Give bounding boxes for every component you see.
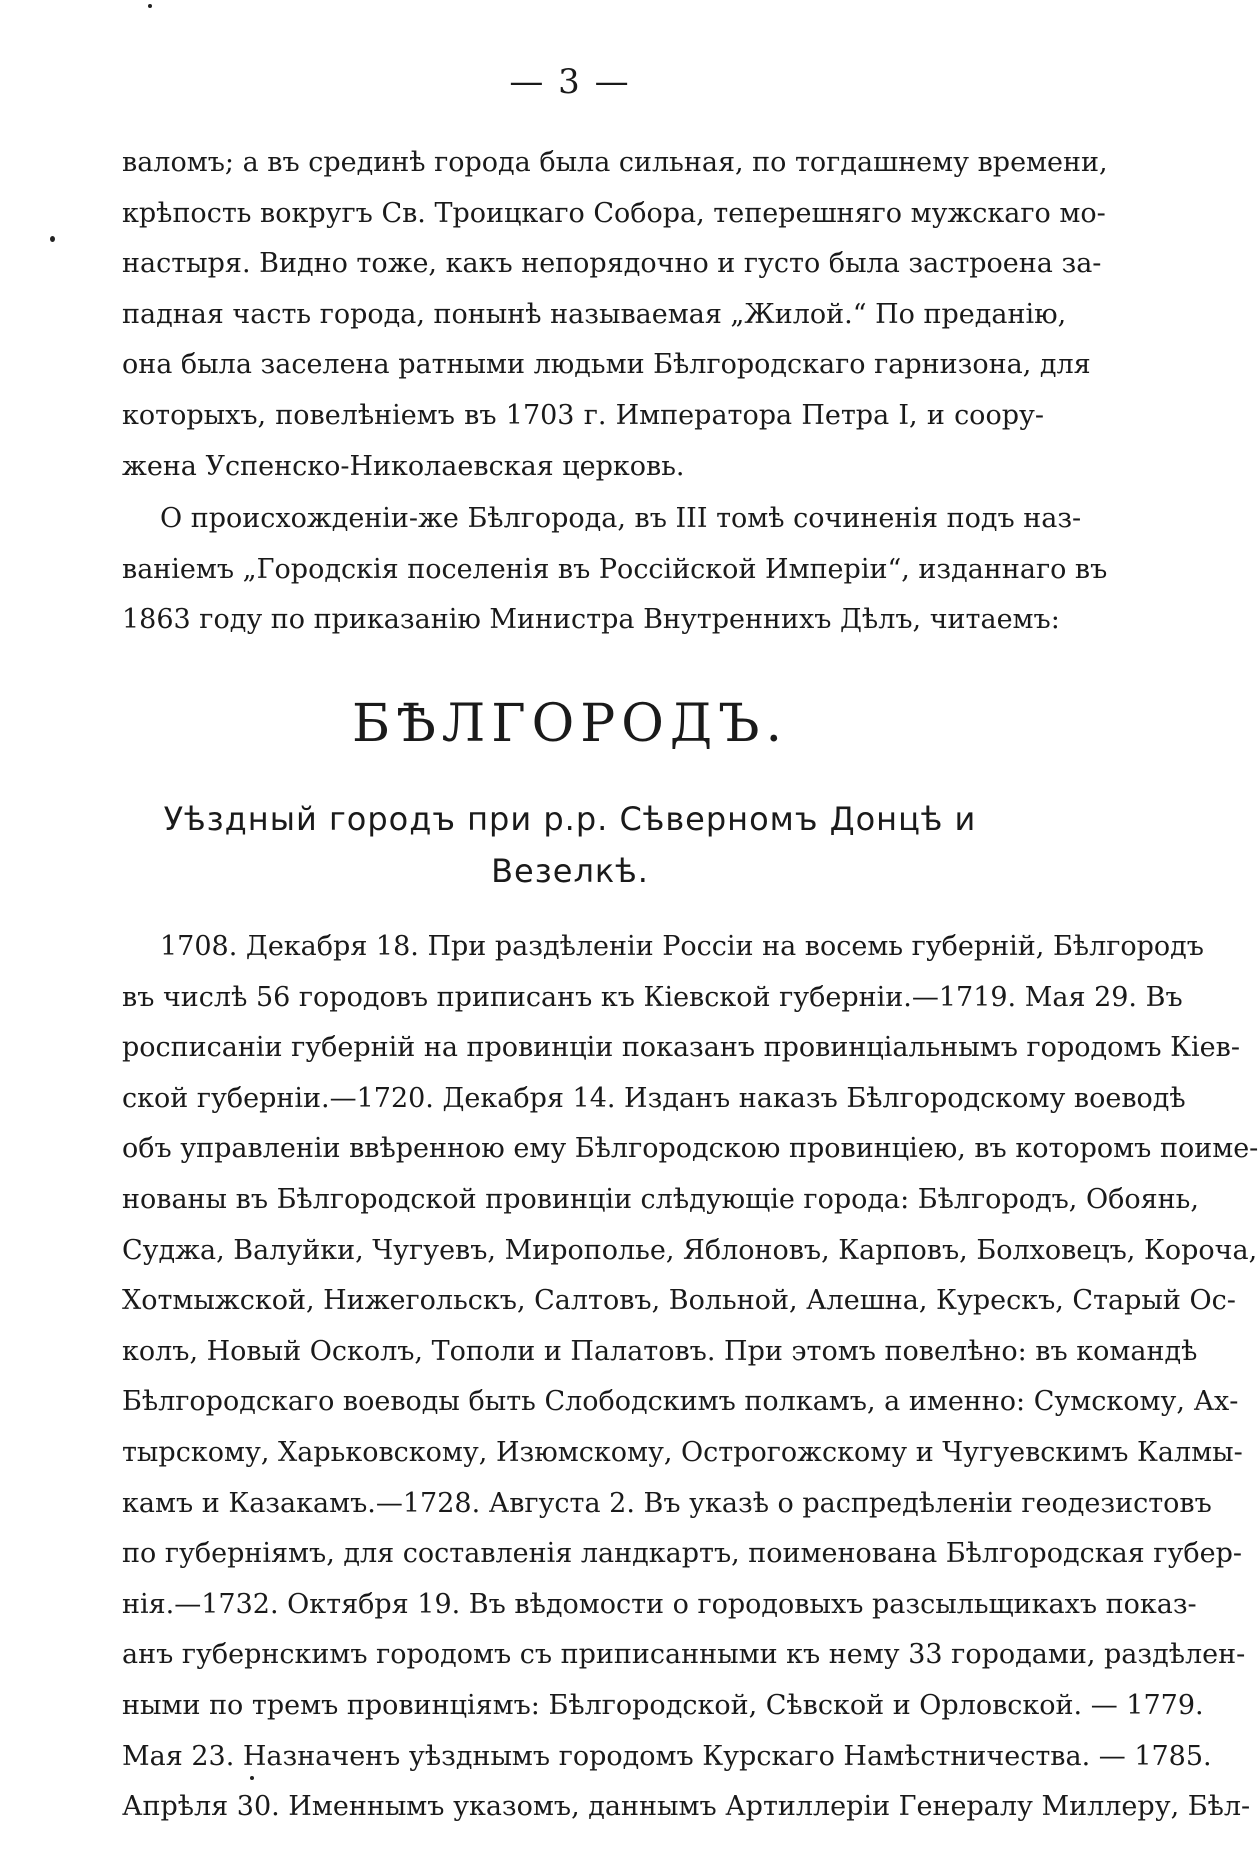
- text-line: нія.—1732. Октября 19. Въ вѣдомости о городовыхъ разсыльщикахъ показ-: [122, 1588, 1197, 1620]
- text-line: камъ и Казакамъ.—1728. Августа 2. Въ указѣ о распредѣленіи геодезистовъ: [122, 1487, 1212, 1519]
- paragraph-2: [122, 494, 1108, 646]
- ink-speck: [50, 236, 55, 242]
- text-line: О происхожденіи-же Бѣлгорода, въ III томѣ сочиненія подъ наз-: [160, 503, 1082, 534]
- text-line: которыхъ, повелѣніемъ въ 1703 г. Императора Петра I, и соору-: [122, 399, 1044, 431]
- text-line: анъ губернскимъ городомъ съ приписанными къ нему 33 городами, раздѣлен-: [122, 1639, 1246, 1671]
- paragraph-1: [122, 138, 1108, 492]
- text-line: колъ, Новый Осколъ, Тополи и Палатовъ. При этомъ повелѣно: въ командѣ: [122, 1335, 1198, 1367]
- text-line: ными по тремъ провинціямъ: Бѣлгородской, Сѣвской и Орловской. — 1779.: [122, 1689, 1204, 1721]
- text-line: падная часть города, понынѣ называемая „Жилой.“ По преданію,: [122, 298, 1067, 330]
- subtitle-line-2: Везелкѣ.: [491, 852, 649, 890]
- text-line: Бѣлгородскаго воеводы быть Слободскимъ полкамъ, а именно: Сумскому, Ах-: [122, 1386, 1239, 1418]
- text-line: Апрѣля 30. Именнымъ указомъ, даннымъ Артиллеріи Генералу Миллеру, Бѣл-: [122, 1791, 1251, 1823]
- text-line: 1708. Декабря 18. При раздѣленіи Россіи на восемь губерній, Бѣлгородъ: [160, 931, 1204, 962]
- text-line: ваніемъ „Городскія поселенія въ Россійской Имперіи“, изданнаго въ: [122, 553, 1108, 585]
- subtitle-line-1: Уѣздный городъ при р.р. Сѣверномъ Донцѣ и: [163, 800, 977, 838]
- text-line: нованы въ Бѣлгородской провинціи слѣдующіе города: Бѣлгородъ, Обоянь,: [122, 1183, 1199, 1215]
- text-line: объ управленіи ввѣренною ему Бѣлгородскою провинціею, въ которомъ поиме-: [122, 1133, 1258, 1165]
- ink-speck: [148, 4, 152, 8]
- text-line: Суджа, Валуйки, Чугуевъ, Мирополье, Яблоновъ, Карповъ, Болховецъ, Короча,: [122, 1234, 1258, 1266]
- paragraph-3: [122, 922, 1258, 1833]
- text-line: настыря. Видно тоже, какъ непорядочно и густо была застроена за-: [122, 248, 1102, 280]
- text-line: ской губерніи.—1720. Декабря 14. Изданъ наказъ Бѣлгородскому воеводѣ: [122, 1082, 1186, 1114]
- text-line: Хотмыжской, Нижегольскъ, Салтовъ, Вольной, Алешна, Курескъ, Старый Ос-: [122, 1285, 1236, 1317]
- text-line: росписаніи губерній на провинціи показанъ провинціальнымъ городомъ Кіев-: [122, 1032, 1240, 1064]
- text-line: жена Успенско-Николаевская церковь.: [122, 450, 685, 482]
- text-line: она была заселена ратными людьми Бѣлгородскаго гарнизона, для: [122, 349, 1091, 381]
- text-line: Мая 23. Назначенъ уѣзднымъ городомъ Курскаго Намѣстничества. — 1785.: [122, 1740, 1212, 1772]
- text-line: тырскому, Харьковскому, Изюмскому, Острогожскому и Чугуевскимъ Калмы-: [122, 1436, 1243, 1468]
- section-title: БѢЛГОРОДЪ.: [351, 694, 788, 754]
- text-line: 1863 году по приказанію Министра Внутреннихъ Дѣлъ, читаемъ:: [122, 604, 1060, 636]
- text-line: крѣпость вокругъ Св. Троицкаго Собора, теперешняго мужскаго мо-: [122, 197, 1106, 229]
- page-number: — 3 —: [509, 62, 631, 102]
- text-line: по губерніямъ, для составленія ландкартъ, поименована Бѣлгородская губер-: [122, 1538, 1242, 1570]
- text-line: въ числѣ 56 городовъ приписанъ къ Кіевской губерніи.—1719. Мая 29. Въ: [122, 981, 1183, 1013]
- text-line: валомъ; а въ срединѣ города была сильная, по тогдашнему времени,: [122, 147, 1108, 178]
